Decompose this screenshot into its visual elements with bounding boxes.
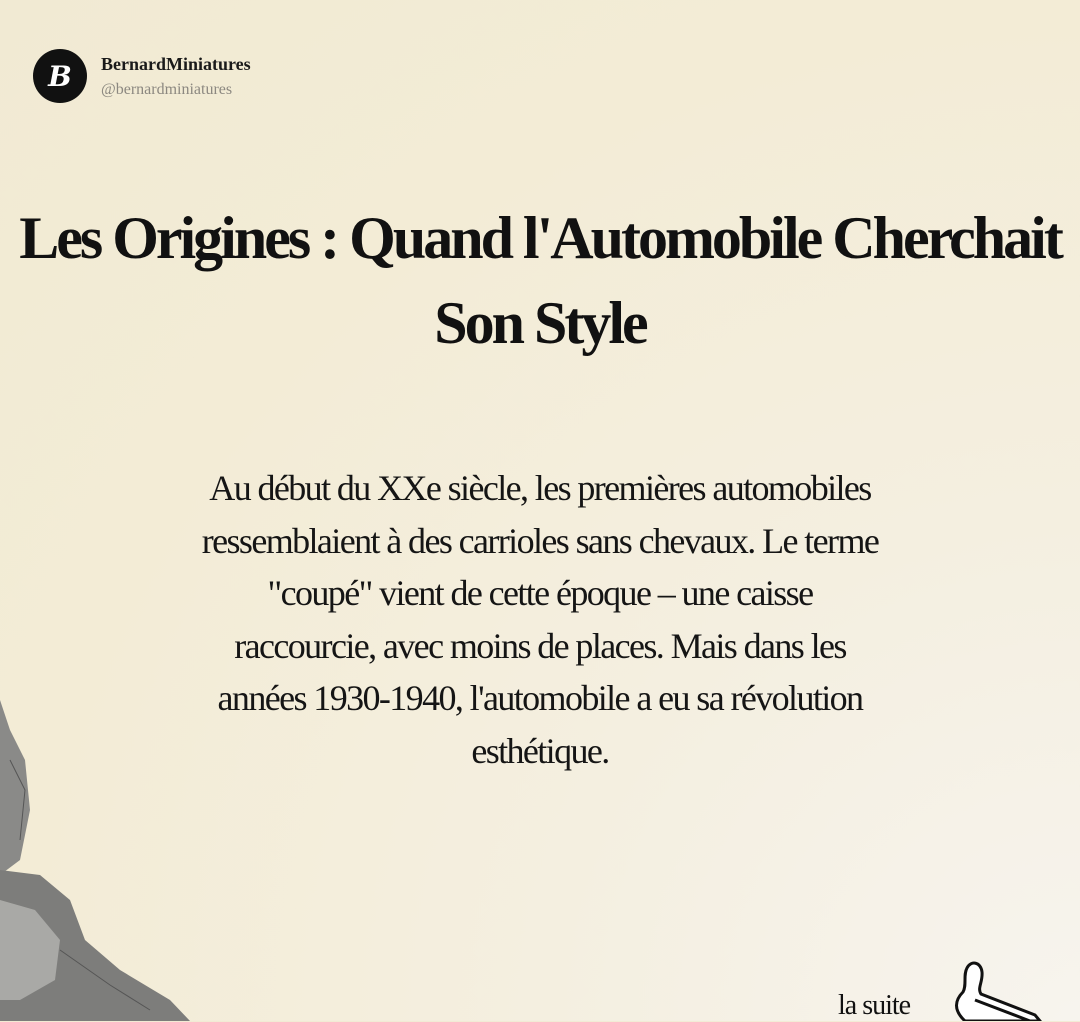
pointing-hand-icon[interactable] — [945, 960, 1080, 1021]
rock-illustration — [0, 700, 200, 1021]
next-slide-label[interactable]: la suite — [838, 990, 911, 1021]
avatar[interactable]: B — [33, 49, 87, 103]
account-header — [33, 49, 251, 103]
account-name: BernardMiniatures — [101, 53, 251, 74]
slide-body: Au début du XXe siècle, les premières automobiles ressemblaient à des carrioles sans chevaux. Le terme "coupé" vient de cette époque – une caisse raccourcie, avec moins de places. Mais dans les années 1930-1940, l'automobile a eu sa révolution esthétique. — [201, 468, 879, 771]
slide-title: Les Origines : Quand l'Automobile Cherchait Son Style — [19, 205, 1061, 356]
account-handle: @bernardminiatures — [101, 80, 233, 98]
